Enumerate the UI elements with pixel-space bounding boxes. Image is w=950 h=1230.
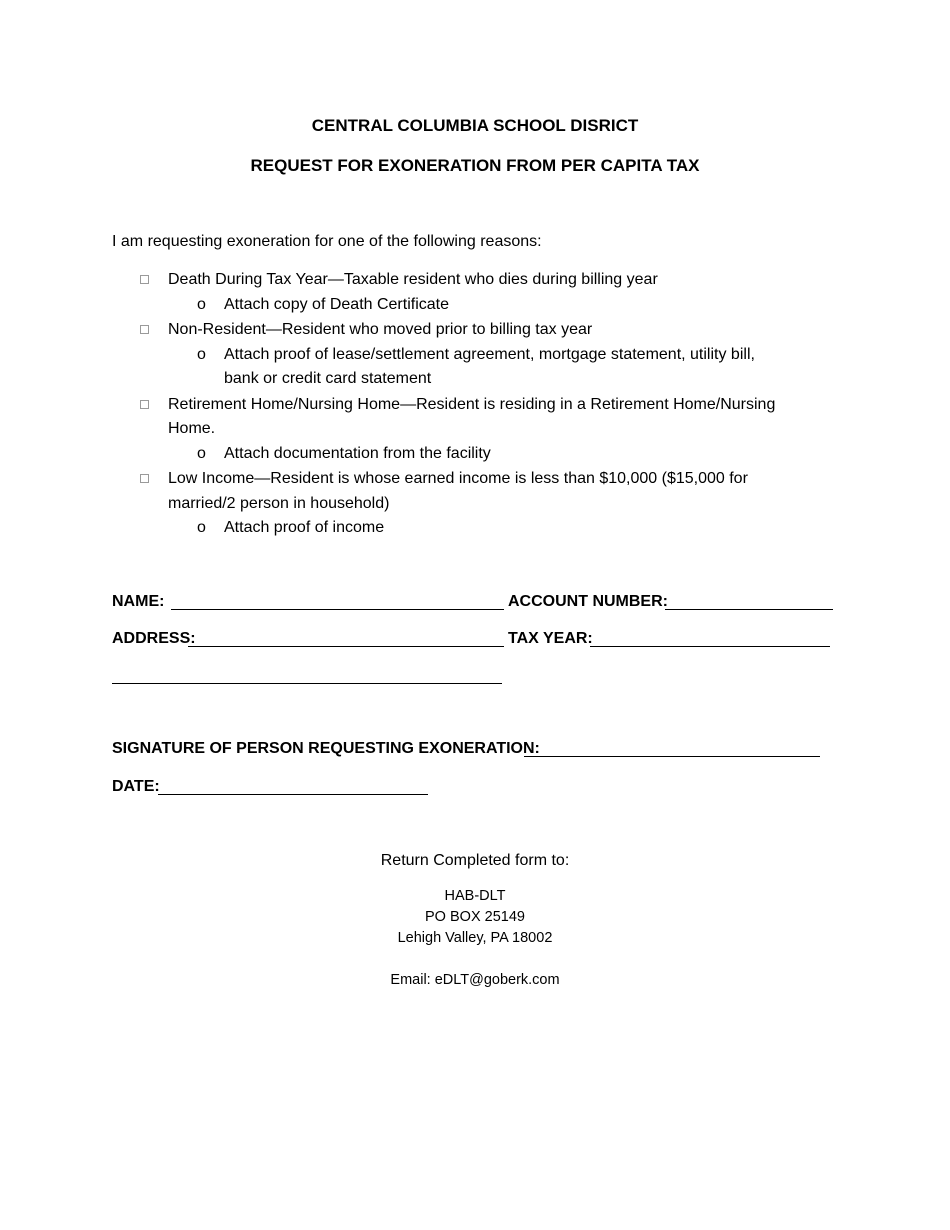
- return-city: Lehigh Valley, PA 18002: [397, 930, 553, 946]
- reason-nonresident-checkbox[interactable]: [140, 325, 149, 334]
- sub-bullet-marker: o: [197, 346, 206, 363]
- return-po-box: PO BOX 25149: [425, 909, 525, 925]
- reason-lowincome-attachment: Attach proof of income: [224, 519, 385, 536]
- reason-nonresident-attachment: Attach proof of lease/settlement agreement, mortgage statement, utility bill,: [224, 346, 755, 363]
- reason-retirement-label: Retirement Home/Nursing Home—Resident is residing in a Retirement Home/Nursing: [168, 396, 776, 413]
- tax-year-label: TAX YEAR:: [508, 630, 593, 647]
- signature-input-line[interactable]: [524, 756, 820, 757]
- form-title: REQUEST FOR EXONERATION FROM PER CAPITA TAX: [250, 156, 700, 175]
- reason-retirement-attachment: Attach documentation from the facility: [224, 445, 491, 462]
- reason-nonresident-label: Non-Resident—Resident who moved prior to billing tax year: [168, 321, 593, 338]
- account-number-label: ACCOUNT NUMBER:: [508, 593, 668, 610]
- date-label: DATE:: [112, 778, 160, 795]
- reason-death-checkbox[interactable]: [140, 275, 149, 284]
- reason-nonresident-attachment-cont: bank or credit card statement: [224, 370, 432, 387]
- district-title: CENTRAL COLUMBIA SCHOOL DISRICT: [311, 116, 639, 135]
- return-org: HAB-DLT: [444, 888, 506, 904]
- intro-text: I am requesting exoneration for one of the following reasons:: [112, 233, 542, 250]
- address-input-line[interactable]: [188, 646, 504, 647]
- signature-label: SIGNATURE OF PERSON REQUESTING EXONERATION:: [112, 740, 540, 757]
- reason-death-label: Death During Tax Year—Taxable resident who dies during billing year: [168, 271, 658, 288]
- tax-year-input-line[interactable]: [590, 646, 830, 647]
- reason-death-attachment: Attach copy of Death Certificate: [224, 296, 449, 313]
- name-label: NAME:: [112, 593, 165, 610]
- return-email: Email: eDLT@goberk.com: [390, 972, 560, 988]
- reason-lowincome-label-cont: married/2 person in household): [168, 495, 390, 512]
- address-label: ADDRESS:: [112, 630, 196, 647]
- sub-bullet-marker: o: [197, 445, 206, 462]
- reason-retirement-checkbox[interactable]: [140, 400, 149, 409]
- reason-retirement-label-cont: Home.: [168, 420, 216, 437]
- reason-lowincome-label: Low Income—Resident is whose earned income is less than $10,000 ($15,000 for: [168, 470, 748, 487]
- reason-lowincome-checkbox[interactable]: [140, 474, 149, 483]
- account-number-input-line[interactable]: [665, 609, 833, 610]
- name-input-line[interactable]: [171, 609, 504, 610]
- return-heading: Return Completed form to:: [380, 852, 570, 869]
- date-input-line[interactable]: [158, 794, 428, 795]
- address-second-line[interactable]: [112, 683, 502, 684]
- sub-bullet-marker: o: [197, 519, 206, 536]
- sub-bullet-marker: o: [197, 296, 206, 313]
